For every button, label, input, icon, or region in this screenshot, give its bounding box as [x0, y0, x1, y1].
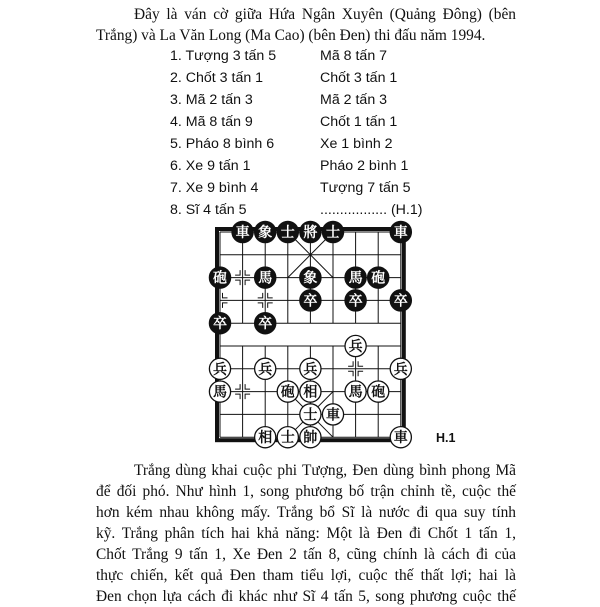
piece-label: 士: [326, 225, 340, 241]
position-mark: [223, 293, 228, 298]
piece-label: 砲: [213, 270, 227, 287]
piece-label: 將: [303, 225, 318, 241]
piece-label: 卒: [303, 293, 318, 310]
position-mark: [358, 371, 363, 376]
move-black: ................. (H.1): [320, 202, 423, 218]
position-mark: [245, 394, 250, 399]
move-white: 6. Xe 9 tấn 1: [170, 158, 251, 174]
white-piece: [345, 381, 366, 402]
position-mark: [348, 361, 353, 366]
position-mark: [268, 293, 273, 298]
position-mark: [235, 270, 240, 275]
piece-label: 士: [280, 225, 295, 241]
white-piece: [322, 404, 343, 425]
move-white: 1. Tượng 3 tấn 5: [170, 48, 277, 64]
piece-label: 士: [280, 430, 295, 447]
piece-label: 士: [303, 407, 318, 424]
diagram-caption: H.1: [436, 431, 456, 445]
position-mark: [245, 270, 250, 275]
black-piece: [390, 221, 411, 242]
white-piece: [345, 335, 366, 356]
position-mark: [235, 394, 240, 399]
commentary-line: thực chiến, kết quả Đen tham tiểu lợi, cuộc thế thất lợi; hai là: [96, 567, 516, 584]
piece-label: 象: [303, 270, 318, 287]
white-piece: [390, 358, 411, 379]
piece-label: 馬: [348, 270, 363, 287]
move-black: Xe 1 bình 2: [320, 136, 393, 152]
piece-label: 兵: [213, 361, 227, 378]
move-white: 3. Mã 2 tấn 3: [170, 92, 253, 108]
move-black: Chốt 3 tấn 1: [320, 70, 398, 86]
white-piece: [300, 427, 321, 448]
black-piece: [209, 267, 230, 288]
position-mark: [258, 293, 263, 298]
position-mark: [358, 361, 363, 366]
black-piece: [345, 290, 366, 311]
move-white: 2. Chốt 3 tấn 1: [170, 70, 264, 86]
white-piece: [300, 404, 321, 425]
position-mark: [245, 280, 250, 285]
piece-label: 砲: [280, 384, 295, 401]
piece-label: 卒: [258, 316, 273, 333]
piece-label: 卒: [213, 316, 227, 333]
black-piece: [300, 221, 321, 242]
commentary-paragraph: [96, 460, 516, 607]
position-mark: [348, 371, 353, 376]
piece-label: 卒: [393, 293, 408, 310]
black-piece: [300, 267, 321, 288]
piece-label: 車: [393, 225, 408, 241]
piece-label: 車: [393, 430, 408, 447]
move-black: Pháo 2 bình 1: [320, 158, 409, 174]
piece-label: 兵: [258, 361, 273, 378]
black-piece: [390, 290, 411, 311]
white-piece: [368, 381, 389, 402]
piece-label: 帥: [303, 430, 318, 447]
commentary-line: hơn kém nhau không mấy. Trắng bổ Sĩ là nước đi qua suy tính: [96, 504, 516, 521]
black-piece: [255, 221, 276, 242]
white-piece: [277, 427, 298, 448]
position-mark: [235, 384, 240, 389]
position-mark: [235, 280, 240, 285]
move-black: Tượng 7 tấn 5: [320, 180, 411, 196]
white-piece: [300, 381, 321, 402]
piece-label: 相: [258, 430, 273, 447]
commentary-line: kỹ. Trắng phân tích hai khả năng: Một là Đen đi Chốt 1 tấn 1,: [96, 525, 516, 542]
piece-label: 砲: [371, 270, 386, 287]
intro-line-1: Đây là ván cờ giữa Hứa Ngân Xuyên (Quảng Đông) (bên: [134, 6, 516, 23]
intro-line-2: Trắng) và La Văn Long (Ma Cao) (bên Đen) thi đấu năm 1994.: [96, 27, 486, 44]
piece-label: 兵: [348, 339, 363, 355]
commentary-line: Chốt Trắng 9 tấn 1, Xe Đen 2 tấn 8, cũng chính là cách đi của: [96, 546, 516, 563]
white-piece: [209, 381, 230, 402]
piece-label: 卒: [348, 293, 363, 310]
black-piece: [277, 221, 298, 242]
black-piece: [255, 313, 276, 334]
commentary-line: Trắng dùng khai cuộc phi Tượng, Đen dùng bình phong Mã: [134, 462, 516, 479]
piece-label: 車: [235, 225, 250, 241]
move-black: Mã 8 tấn 7: [320, 48, 388, 64]
black-piece: [209, 313, 230, 334]
piece-label: 相: [303, 384, 318, 401]
piece-label: 兵: [303, 361, 318, 378]
black-piece: [322, 221, 343, 242]
black-piece: [255, 267, 276, 288]
piece-label: 砲: [371, 384, 386, 401]
move-white: 8. Sĩ 4 tấn 5: [170, 202, 247, 218]
white-piece: [255, 427, 276, 448]
move-black: Mã 2 tấn 3: [320, 92, 388, 108]
white-piece: [209, 358, 230, 379]
position-mark: [258, 303, 263, 308]
piece-label: 車: [326, 407, 340, 424]
black-piece: [368, 267, 389, 288]
piece-label: 馬: [348, 384, 363, 401]
move-black: Chốt 1 tấn 1: [320, 114, 398, 130]
commentary-line: để đối phó. Như hình 1, song phương bố trận chỉnh tề, cuộc thế: [96, 483, 516, 500]
white-piece: [390, 427, 411, 448]
position-mark: [268, 303, 273, 308]
black-piece: [300, 290, 321, 311]
white-piece: [277, 381, 298, 402]
move-white: 5. Pháo 8 bình 6: [170, 136, 275, 152]
move-white: 7. Xe 9 bình 4: [170, 180, 259, 196]
piece-label: 馬: [213, 384, 227, 401]
move-white: 4. Mã 8 tấn 9: [170, 114, 253, 130]
piece-label: 馬: [258, 270, 273, 287]
piece-label: 兵: [393, 361, 408, 378]
commentary-line: Đen chọn lựa cách đi khác như Sĩ 4 tấn 5, song phương cuộc thế: [96, 588, 516, 605]
white-piece: [255, 358, 276, 379]
piece-label: 象: [258, 225, 273, 241]
black-piece: [232, 221, 253, 242]
position-mark: [223, 303, 228, 308]
position-mark: [245, 384, 250, 389]
white-piece: [300, 358, 321, 379]
black-piece: [345, 267, 366, 288]
